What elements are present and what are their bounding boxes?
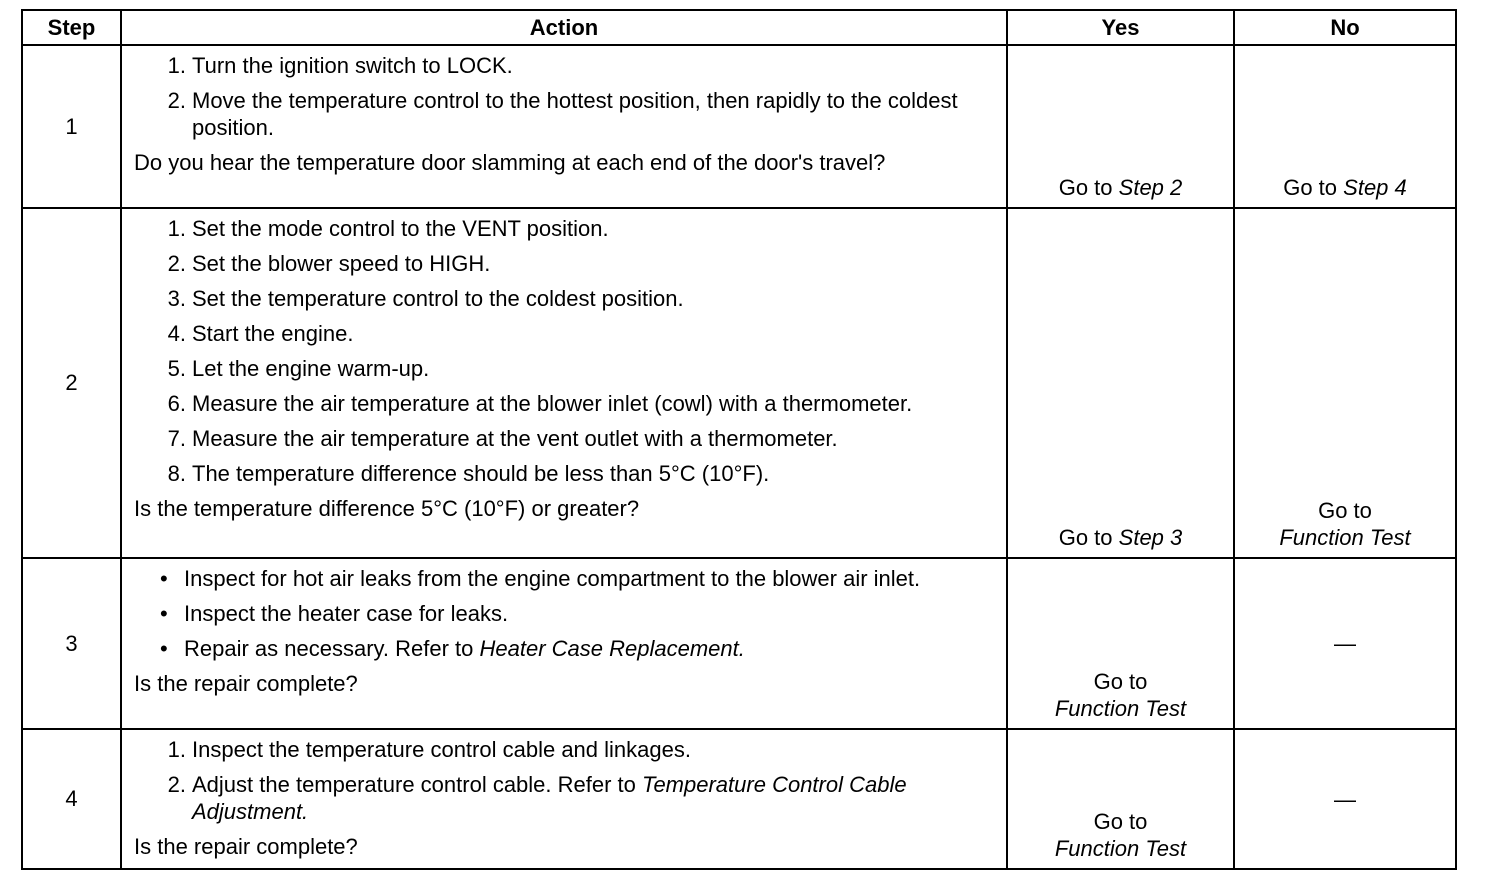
no-cell [1234,45,1456,208]
action-cell [121,558,1007,729]
bullet-glyph: • [160,601,168,626]
item-number: 4. [167,321,186,346]
goto-prefix: Go to [1058,175,1113,200]
goto-target-link[interactable]: Function Test [1054,836,1187,861]
question-text: Is the repair complete? [134,834,358,859]
item-text: The temperature difference should be less than 5°C (10°F). [192,461,770,486]
item-number: 2. [167,88,186,113]
item-text: Measure the air temperature at the vent outlet with a thermometer. [192,426,838,451]
header-action: Action [121,10,1007,45]
item-text: Turn the ignition switch to LOCK. [192,53,513,78]
action-list [134,215,996,487]
no-cell: — [1234,558,1456,729]
bullet-glyph: • [160,636,168,661]
item-text: Repair as necessary. Refer to [184,636,474,661]
no-cell [1234,208,1456,558]
item-text: Inspect the heater case for leaks. [184,601,509,626]
list-item [134,565,996,592]
list-item [134,87,996,141]
list-item [134,390,996,417]
header-no: No [1234,10,1456,45]
item-text: Inspect for hot air leaks from the engine compartment to the blower air inlet. [184,566,921,591]
item-number: 5. [167,356,186,381]
item-text: Set the blower speed to HIGH. [192,251,491,276]
table-row-step-3 [22,558,1456,729]
action-cell [121,729,1007,869]
list-item [134,736,996,763]
yes-cell [1007,45,1234,208]
goto-prefix: Go to [1093,669,1148,694]
goto-target-link[interactable]: Function Test [1054,696,1187,721]
step-number: 2 [22,208,121,558]
list-item [134,215,996,242]
list-item [134,771,996,825]
diagnostic-table [21,9,1457,870]
action-cell [121,45,1007,208]
step-number: 3 [22,558,121,729]
table-row-step-2 [22,208,1456,558]
question-text: Is the temperature difference 5°C (10°F) or greater? [134,496,640,521]
goto-target-link[interactable]: Step 4 [1343,175,1407,200]
goto-target-link[interactable]: Function Test [1279,525,1411,550]
reference-link[interactable]: Temperature Control Cable Adjustment. [192,772,907,824]
yes-cell [1007,208,1234,558]
list-item [134,600,996,627]
list-item [134,250,996,277]
goto-target-link[interactable]: Step 3 [1118,525,1183,550]
item-text: Move the temperature control to the hottest position, then rapidly to the coldest position. [192,88,958,140]
item-text: Let the engine warm-up. [192,356,430,381]
item-number: 1. [167,737,186,762]
item-text: Measure the air temperature at the blower inlet (cowl) with a thermometer. [192,391,913,416]
reference-link[interactable]: Heater Case Replacement. [479,636,745,661]
question-text: Is the repair complete? [134,671,358,696]
list-item [134,425,996,452]
item-number: 2. [167,772,186,797]
question-text: Do you hear the temperature door slamming at each end of the door's travel? [134,150,886,175]
yes-cell [1007,729,1234,869]
goto-prefix: Go to [1318,498,1372,523]
item-text: Set the temperature control to the coldest position. [192,286,684,311]
bullet-glyph: • [160,566,168,591]
header-step: Step [22,10,121,45]
list-item [134,355,996,382]
list-item [134,320,996,347]
action-list [134,52,996,141]
item-text: Adjust the temperature control cable. Refer to [192,772,636,797]
yes-cell [1007,558,1234,729]
action-bullets [134,565,996,662]
action-cell [121,208,1007,558]
item-number: 1. [167,53,186,78]
item-text: Inspect the temperature control cable and linkages. [192,737,691,762]
step-number: 4 [22,729,121,869]
table-row-step-1 [22,45,1456,208]
item-number: 8. [167,461,186,486]
action-list [134,736,996,825]
item-number: 1. [167,216,186,241]
item-text: Start the engine. [192,321,354,346]
list-item [134,460,996,487]
list-item [134,52,996,79]
goto-prefix: Go to [1093,809,1148,834]
table-row-step-4 [22,729,1456,869]
step-number: 1 [22,45,121,208]
item-text: Set the mode control to the VENT position. [192,216,609,241]
item-number: 2. [167,251,186,276]
goto-target-link[interactable]: Step 2 [1118,175,1183,200]
list-item [134,635,996,662]
header-row [22,10,1456,45]
item-number: 3. [167,286,186,311]
item-number: 7. [167,426,186,451]
no-cell: — [1234,729,1456,869]
list-item [134,285,996,312]
goto-prefix: Go to [1283,175,1338,200]
item-number: 6. [167,391,186,416]
goto-prefix: Go to [1058,525,1113,550]
header-yes: Yes [1007,10,1234,45]
